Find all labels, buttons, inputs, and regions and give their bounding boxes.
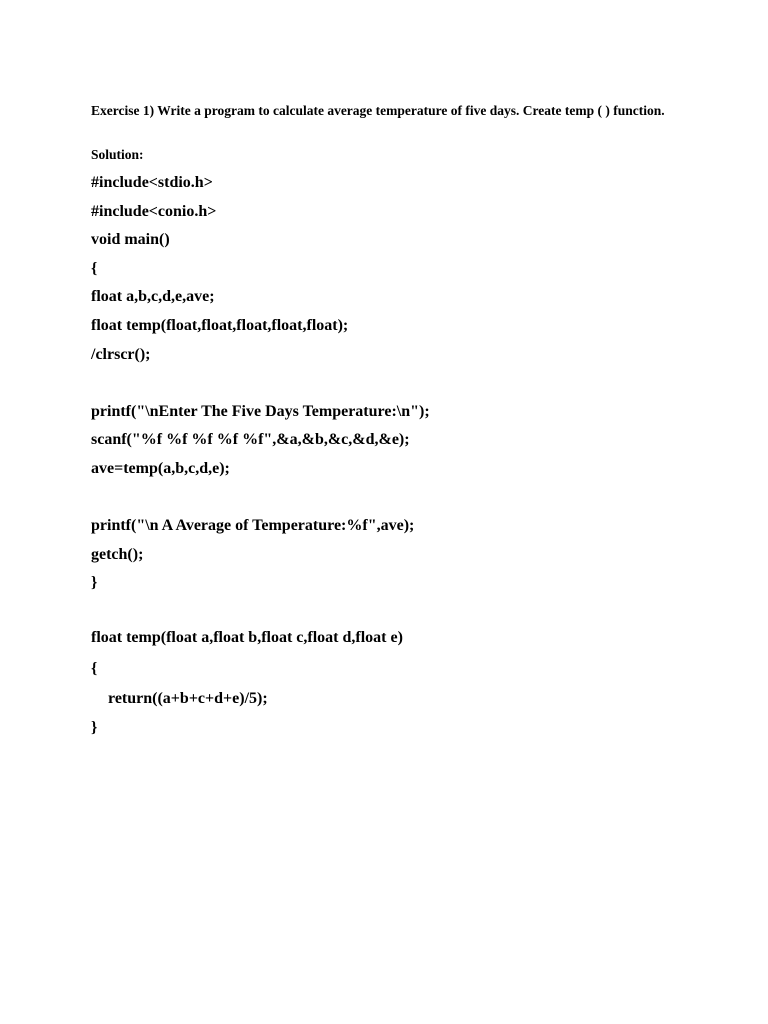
code-line-temp-open-brace: { [91,660,98,677]
code-line-temp-definition: float temp(float a,float b,float c,float d,float e) [91,629,403,646]
code-line-printf-result: printf("\n A Average of Temperature:%f",ave); [91,517,415,534]
code-line-printf-prompt: printf("\nEnter The Five Days Temperature:\n"); [91,403,430,420]
exercise-heading: Exercise 1) Write a program to calculate average temperature of five days. Create temp ( ) function. [91,103,665,118]
code-line-return: return((a+b+c+d+e)/5); [108,690,268,707]
code-line-close-brace: } [91,574,98,591]
code-line-ave-assign: ave=temp(a,b,c,d,e); [91,460,230,477]
code-line-temp-close-brace: } [91,719,98,736]
code-line-include-stdio: #include<stdio.h> [91,174,213,191]
code-line-include-conio: #include<conio.h> [91,203,217,220]
solution-label: Solution: [91,147,144,162]
code-line-variable-declaration: float a,b,c,d,e,ave; [91,288,215,305]
code-line-function-prototype: float temp(float,float,float,float,float); [91,317,349,334]
code-line-clrscr: /clrscr(); [91,346,151,363]
code-line-getch: getch(); [91,546,144,563]
code-line-open-brace: { [91,260,98,277]
code-line-main-signature: void main() [91,231,170,248]
code-line-scanf: scanf("%f %f %f %f %f",&a,&b,&c,&d,&e); [91,431,410,448]
